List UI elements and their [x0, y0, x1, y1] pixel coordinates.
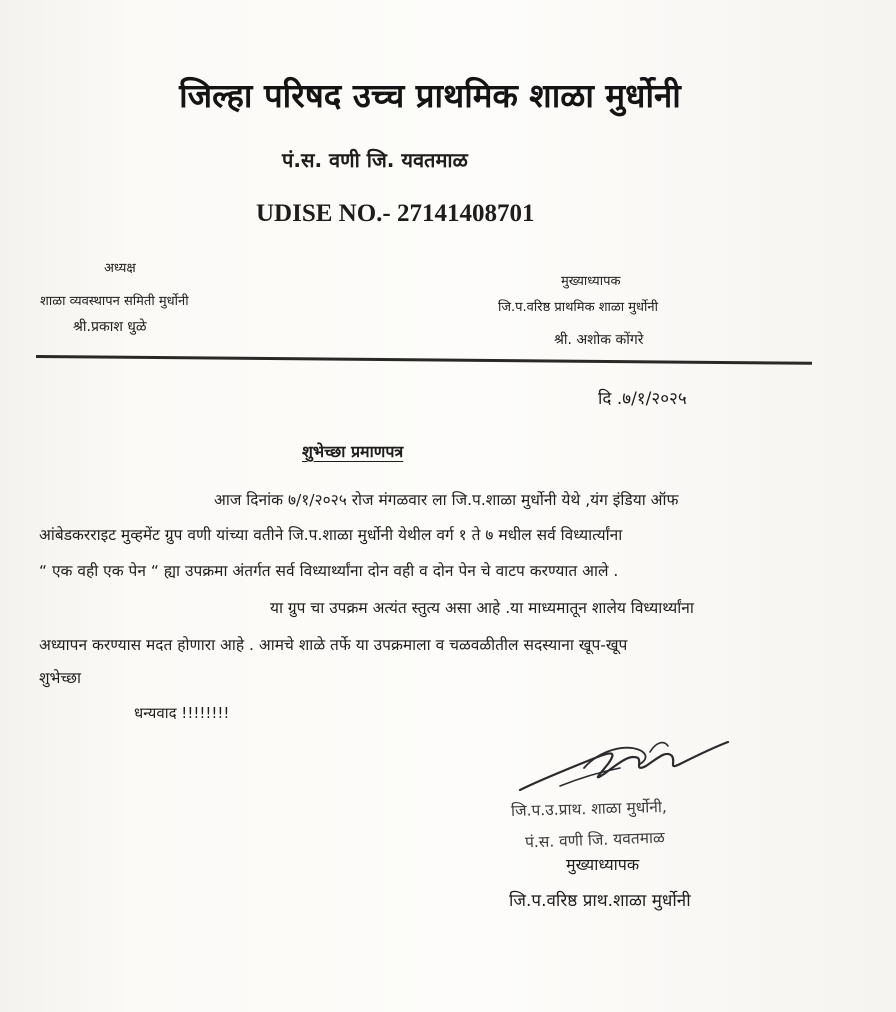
body-line: आंबेडकरराइट मुव्हमेंट ग्रुप वणी यांच्या वतीने जि.प.शाळा मुर्धोनी येथील वर्ग १ ते ७ मधील सर्व विध्यार्त्यांना: [39, 526, 623, 544]
headmaster-name: श्री. अशोक कोंगरे: [554, 332, 644, 348]
letter-date: दि .७/१/२०२५: [598, 389, 687, 409]
signatory-designation: मुख्याध्यापक: [566, 855, 640, 874]
headmaster-school: जि.प.वरिष्ठ प्राथमिक शाळा मुर्धोनी: [498, 300, 658, 315]
certificate-title: शुभेच्छा प्रमाणपत्र: [302, 442, 404, 461]
header-divider: [36, 355, 812, 365]
udise-number: UDISE NO.- 27141408701: [256, 200, 535, 227]
body-line: शुभेच्छा: [39, 669, 82, 687]
president-role: अध्यक्ष: [104, 261, 136, 276]
signatory-school: जि.प.वरिष्ठ प्राथ.शाळा मुर्धोनी: [509, 891, 691, 911]
stamp-school-line: जि.प.उ.प्राथ. शाळा मुर्धोनी,: [510, 797, 668, 821]
president-name: श्री.प्रकाश धुळे: [73, 319, 147, 335]
thanks-note: धन्यवाद !!!!!!!!: [134, 704, 230, 722]
school-name-heading: जिल्हा परिषद उच्च प्राथमिक शाळा मुर्धोनी: [179, 76, 681, 115]
stamp-address-line: पं.स. वणी जि. यवतमाळ: [524, 828, 666, 852]
body-line: या ग्रुप चा उपक्रम अत्यंत स्तुत्य असा आहे .या माध्यमातून शालेय विध्यार्थ्यांना: [270, 599, 694, 617]
body-line: अध्यापन करण्यास मदत होणारा आहे . आमचे शाळे तर्फे या उपक्रमाला व चळवळीतील सदस्याना खूप-खूप: [39, 636, 628, 654]
president-committee: शाळा व्यवस्थापन समिती मुर्धोनी: [40, 294, 189, 309]
school-address: पं.स. वणी जि. यवतमाळ: [282, 148, 468, 172]
body-line: आज दिनांक ७/१/२०२५ रोज मंगळवार ला जि.प.शाळा मुर्धोनी येथे ,यंग इंडिया ऑफ: [214, 491, 679, 509]
body-line: “ एक वही एक पेन “ ह्या उपक्रमा अंतर्गत सर्व विध्यार्थ्यांना दोन वही व दोन पेन चे वाटप करण्यात आले .: [39, 562, 619, 580]
headmaster-role: मुख्याध्यापक: [561, 274, 621, 289]
